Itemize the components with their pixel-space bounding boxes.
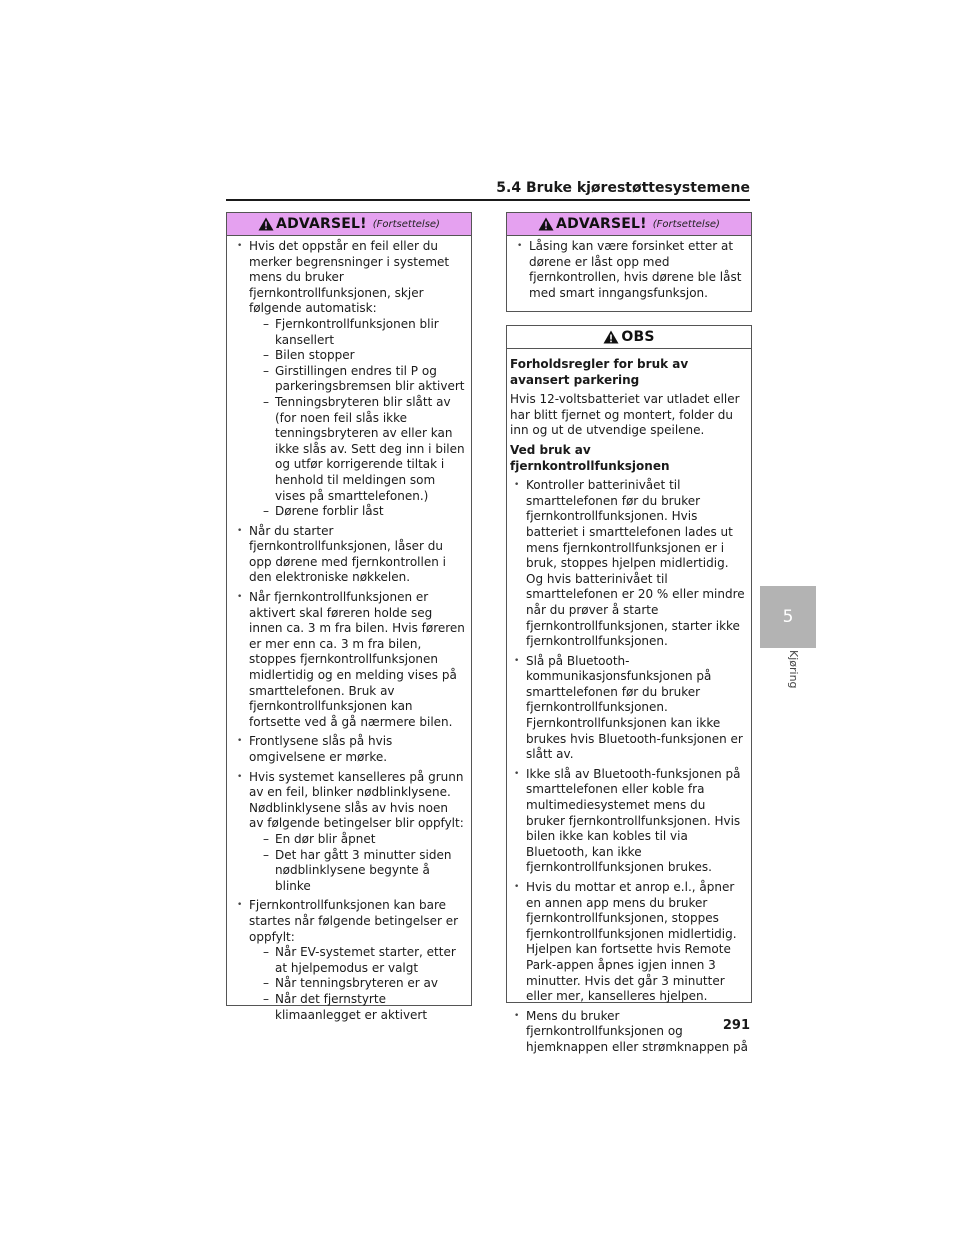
list-item: • Hvis du mottar et anrop e.l., åpner en annen app mens du bruker fjernkontrollfunksjonen, stoppes fjernkontrollfunksjonen midlertidig. Hjelpen kan fortsette hvis Remote Park-appen åpnes igjen innen 3 minutter. Hvis det går 3 minutter eller mer, kanselleres hjelpen. xyxy=(510,880,748,1005)
list-item: • Ikke slå av Bluetooth-funksjonen på smarttelefonen eller koble fra multimediesystemet mens du bruker fjernkontrollfunksjonen. Hvis bilen ikke kan kobles til via Bluetooth, kan ikke fjernkontrollfunksjonen brukes. xyxy=(510,767,748,876)
chapter-tab: 5 xyxy=(760,586,816,648)
list-item-text: • Når du starter fjernkontrollfunksjonen, låser du opp dørene med fjernkontrollen i den elektroniske nøkkelen. xyxy=(249,523,446,585)
dash-marker: – xyxy=(263,847,269,862)
sub-item-text: Når tenningsbryteren er av xyxy=(275,976,438,991)
warning-continued: (Fortsettelse) xyxy=(372,218,440,230)
caution-triangle-icon xyxy=(603,330,619,344)
sub-item xyxy=(249,395,466,504)
dash-marker: – xyxy=(263,831,269,846)
note-heading: Forholdsregler for bruk av avansert parkering xyxy=(510,357,689,387)
list-item xyxy=(233,770,466,895)
sub-item xyxy=(249,348,466,364)
list-item xyxy=(233,590,466,730)
dash-marker: – xyxy=(263,945,269,960)
list-item: • Kontroller batterinivået til smarttelefonen før du bruker fjernkontrollfunksjonen. Hvis batteriet i smarttelefonen lades ut mens fjernkontrollfunksjonen er i bruk, stoppes hjelpen midlertidig. Og hvis batterinivået til smarttelefonen er 20 % eller mindre når du prøver å starte fjernkontrollfunksjonen, starter ikke fjernkontrollfunksjonen. xyxy=(510,478,748,650)
sub-item-text: Når EV-systemet starter, etter at hjelpemodus er valgt xyxy=(275,945,456,975)
header-rule xyxy=(226,199,750,201)
list-item-text: • Fjernkontrollfunksjonen kan bare startes når følgende betingelser er oppfylt: xyxy=(249,898,459,944)
dash-marker: – xyxy=(263,348,269,363)
warning-content-left xyxy=(227,236,471,1023)
note-title: OBS xyxy=(621,329,655,345)
list-item-text: • Når fjernkontrollfunksjonen er aktivert skal føreren holde seg innen ca. 3 m fra bilen. Hvis føreren er mer enn ca. 3 m fra bilen, stoppes fjernkontrollfunksjonen midlertidig og en melding vises på smarttelefonen. Bruk av fjernkontrollfunksjonen kan fortsette ved å gå nærmere bilen. xyxy=(249,590,465,729)
dash-marker: – xyxy=(263,976,269,991)
section-header: 5.4 Bruke kjørestøttesystemene xyxy=(496,180,750,196)
sub-item xyxy=(249,364,466,395)
note-heading: Ved bruk av fjernkontrollfunksjonen xyxy=(510,442,670,473)
list-item xyxy=(233,898,466,1023)
sub-item xyxy=(249,945,466,976)
sub-item-text: En dør blir åpnet xyxy=(275,831,376,846)
chapter-label: Kjøring xyxy=(787,650,800,689)
page-number: 291 xyxy=(722,1018,750,1033)
dash-marker: – xyxy=(263,504,269,519)
warning-title: ADVARSEL! xyxy=(276,216,367,232)
sub-item xyxy=(249,976,466,992)
dash-marker: – xyxy=(263,316,269,331)
warning-box-left xyxy=(226,212,472,1022)
list-item: • Låsing kan være forsinket etter at dørene er låst opp med fjernkontrollen, hvis dørene ble låst med smart inngangsfunksjon. xyxy=(513,239,746,301)
sub-item xyxy=(249,848,466,895)
dash-marker: – xyxy=(263,991,269,1006)
list-item: • Mens du bruker fjernkontrollfunksjonen og hjemknappen eller strømknappen på xyxy=(510,1009,748,1056)
sub-item-text: Fjernkontrollfunksjonen blir kansellert xyxy=(275,316,439,347)
sub-item-text: Det har gått 3 minutter siden nødblinklysene begynte å blinke xyxy=(275,847,452,893)
note-content xyxy=(507,349,751,1056)
sub-item-text: Tenningsbryteren blir slått av (for noen feil slås ikke tenningsbryteren av eller kan ikke slås av. Sett deg inn i bilen og utfør korrigerende tiltak i henhold til meldingen som vises på smarttelefonen.) xyxy=(275,394,465,503)
list-item-text: • Hvis det oppstår en feil eller du merker begrensninger i systemet mens du bruker fjernkontrollfunksjonen, skjer følgende automatisk: xyxy=(249,239,450,316)
warning-continued: (Fortsettelse) xyxy=(652,218,720,230)
note-bullet-list xyxy=(510,478,748,1055)
dash-marker: – xyxy=(263,363,269,378)
warning-header-right xyxy=(507,213,751,236)
dash-marker: – xyxy=(263,394,269,409)
note-header xyxy=(507,326,751,349)
list-item xyxy=(233,524,466,586)
warning-triangle-icon xyxy=(538,217,554,231)
note-paragraph: Hvis 12-voltsbatteriet var utladet eller har blitt fjernet og montert, folder du inn og ut de utvendige speilene. xyxy=(510,392,740,438)
warning-title: ADVARSEL! xyxy=(556,216,647,232)
sub-item xyxy=(249,504,466,520)
sub-item xyxy=(249,992,466,1023)
warning-box-right xyxy=(506,212,752,312)
sub-item-text: Når det fjernstyrte klimaanlegget er aktivert xyxy=(275,991,428,1022)
warning-triangle-icon xyxy=(258,217,274,231)
sub-item xyxy=(249,317,466,348)
list-item xyxy=(233,734,466,765)
sub-item-text: Dørene forblir låst xyxy=(275,504,384,519)
sub-item-text: Bilen stopper xyxy=(275,348,355,363)
list-item: • Slå på Bluetooth-kommunikasjonsfunksjonen på smarttelefonen før du bruker fjernkontrollfunksjonen. Fjernkontrollfunksjonen kan ikke brukes hvis Bluetooth-funksjonen er slått av. xyxy=(510,654,748,763)
list-item-text: • Frontlysene slås på hvis omgivelsene er mørke. xyxy=(249,734,393,764)
list-item xyxy=(233,239,466,520)
sub-item-text: Girstillingen endres til P og parkeringsbremsen blir aktivert xyxy=(275,363,465,394)
list-item-text: • Hvis systemet kanselleres på grunn av en feil, blinker nødblinklysene. Nødblinklysene slås av hvis noen av følgende betingelser blir oppfylt: xyxy=(249,769,464,831)
sub-item xyxy=(249,832,466,848)
warning-header-left xyxy=(227,213,471,236)
warning-content-right xyxy=(507,236,751,301)
